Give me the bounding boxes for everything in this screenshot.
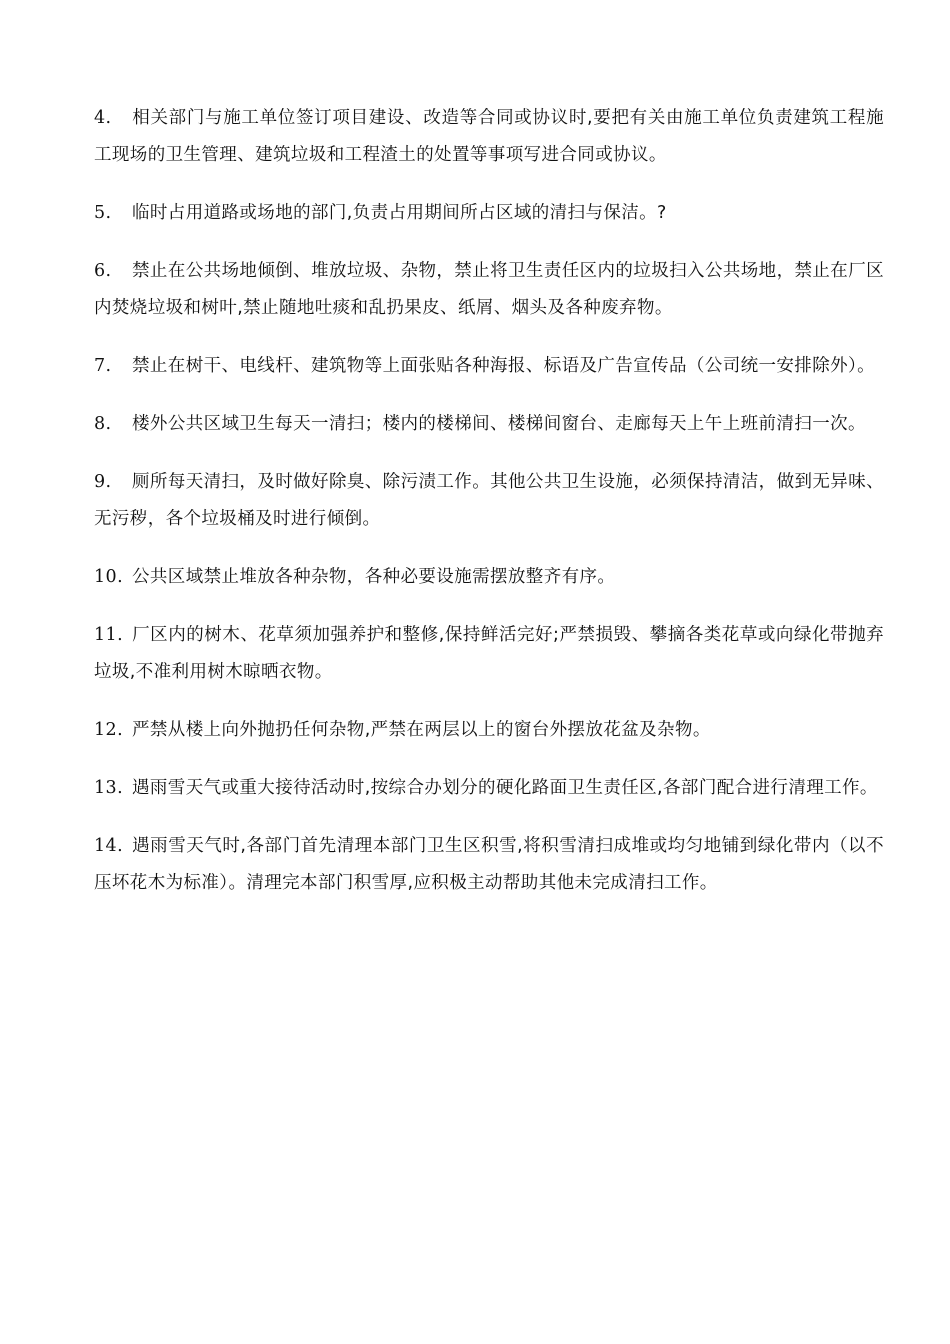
document-page [94, 100, 884, 923]
list-item [94, 253, 884, 327]
item-number: 13. [94, 778, 124, 798]
item-text: 遇雨雪天气时,各部门首先清理本部门卫生区积雪,将积雪清扫成堆或均匀地铺到绿化带内（以不压坏花木为标准）。清理完本部门积雪厚,应积极主动帮助其他未完成清扫工作。 [94, 836, 884, 893]
item-number: 12. [94, 720, 124, 740]
list-item [94, 559, 884, 596]
list-item [94, 100, 884, 174]
item-number: 5. [94, 203, 112, 223]
item-number: 6. [94, 261, 112, 281]
item-text: 临时占用道路或场地的部门,负责占用期间所占区域的清扫与保洁。? [132, 203, 667, 223]
item-text: 禁止在公共场地倾倒、堆放垃圾、杂物，禁止将卫生责任区内的垃圾扫入公共场地，禁止在厂区内焚烧垃圾和树叶,禁止随地吐痰和乱扔果皮、纸屑、烟头及各种废弃物。 [94, 261, 884, 318]
list-item [94, 464, 884, 538]
item-number: 9. [94, 472, 112, 492]
item-number: 11. [94, 625, 124, 645]
item-text: 厕所每天清扫，及时做好除臭、除污渍工作。其他公共卫生设施，必须保持清洁，做到无异味、无污秽，各个垃圾桶及时进行倾倒。 [94, 472, 884, 529]
list-item [94, 195, 884, 232]
list-item [94, 406, 884, 443]
item-text: 厂区内的树木、花草须加强养护和整修,保持鲜活完好;严禁损毁、攀摘各类花草或向绿化带抛弃垃圾,不准利用树木晾晒衣物。 [94, 625, 884, 682]
item-text: 禁止在树干、电线杆、建筑物等上面张贴各种海报、标语及广告宣传品（公司统一安排除外）。 [132, 356, 876, 376]
list-item [94, 348, 884, 385]
item-text: 遇雨雪天气或重大接待活动时,按综合办划分的硬化路面卫生责任区,各部门配合进行清理工作。 [132, 778, 878, 798]
item-text: 相关部门与施工单位签订项目建设、改造等合同或协议时,要把有关由施工单位负责建筑工程施工现场的卫生管理、建筑垃圾和工程渣土的处置等事项写进合同或协议。 [94, 108, 884, 165]
item-number: 4. [94, 108, 112, 128]
item-text: 公共区域禁止堆放各种杂物，各种必要设施需摆放整齐有序。 [132, 567, 616, 587]
item-number: 10. [94, 567, 124, 587]
item-text: 严禁从楼上向外抛扔任何杂物,严禁在两层以上的窗台外摆放花盆及杂物。 [132, 720, 711, 740]
list-item [94, 712, 884, 749]
list-item [94, 617, 884, 691]
item-number: 8. [94, 414, 112, 434]
list-item [94, 770, 884, 807]
item-text: 楼外公共区域卫生每天一清扫；楼内的楼梯间、楼梯间窗台、走廊每天上午上班前清扫一次。 [132, 414, 866, 434]
item-number: 14. [94, 836, 124, 856]
list-item [94, 828, 884, 902]
item-number: 7. [94, 356, 112, 376]
